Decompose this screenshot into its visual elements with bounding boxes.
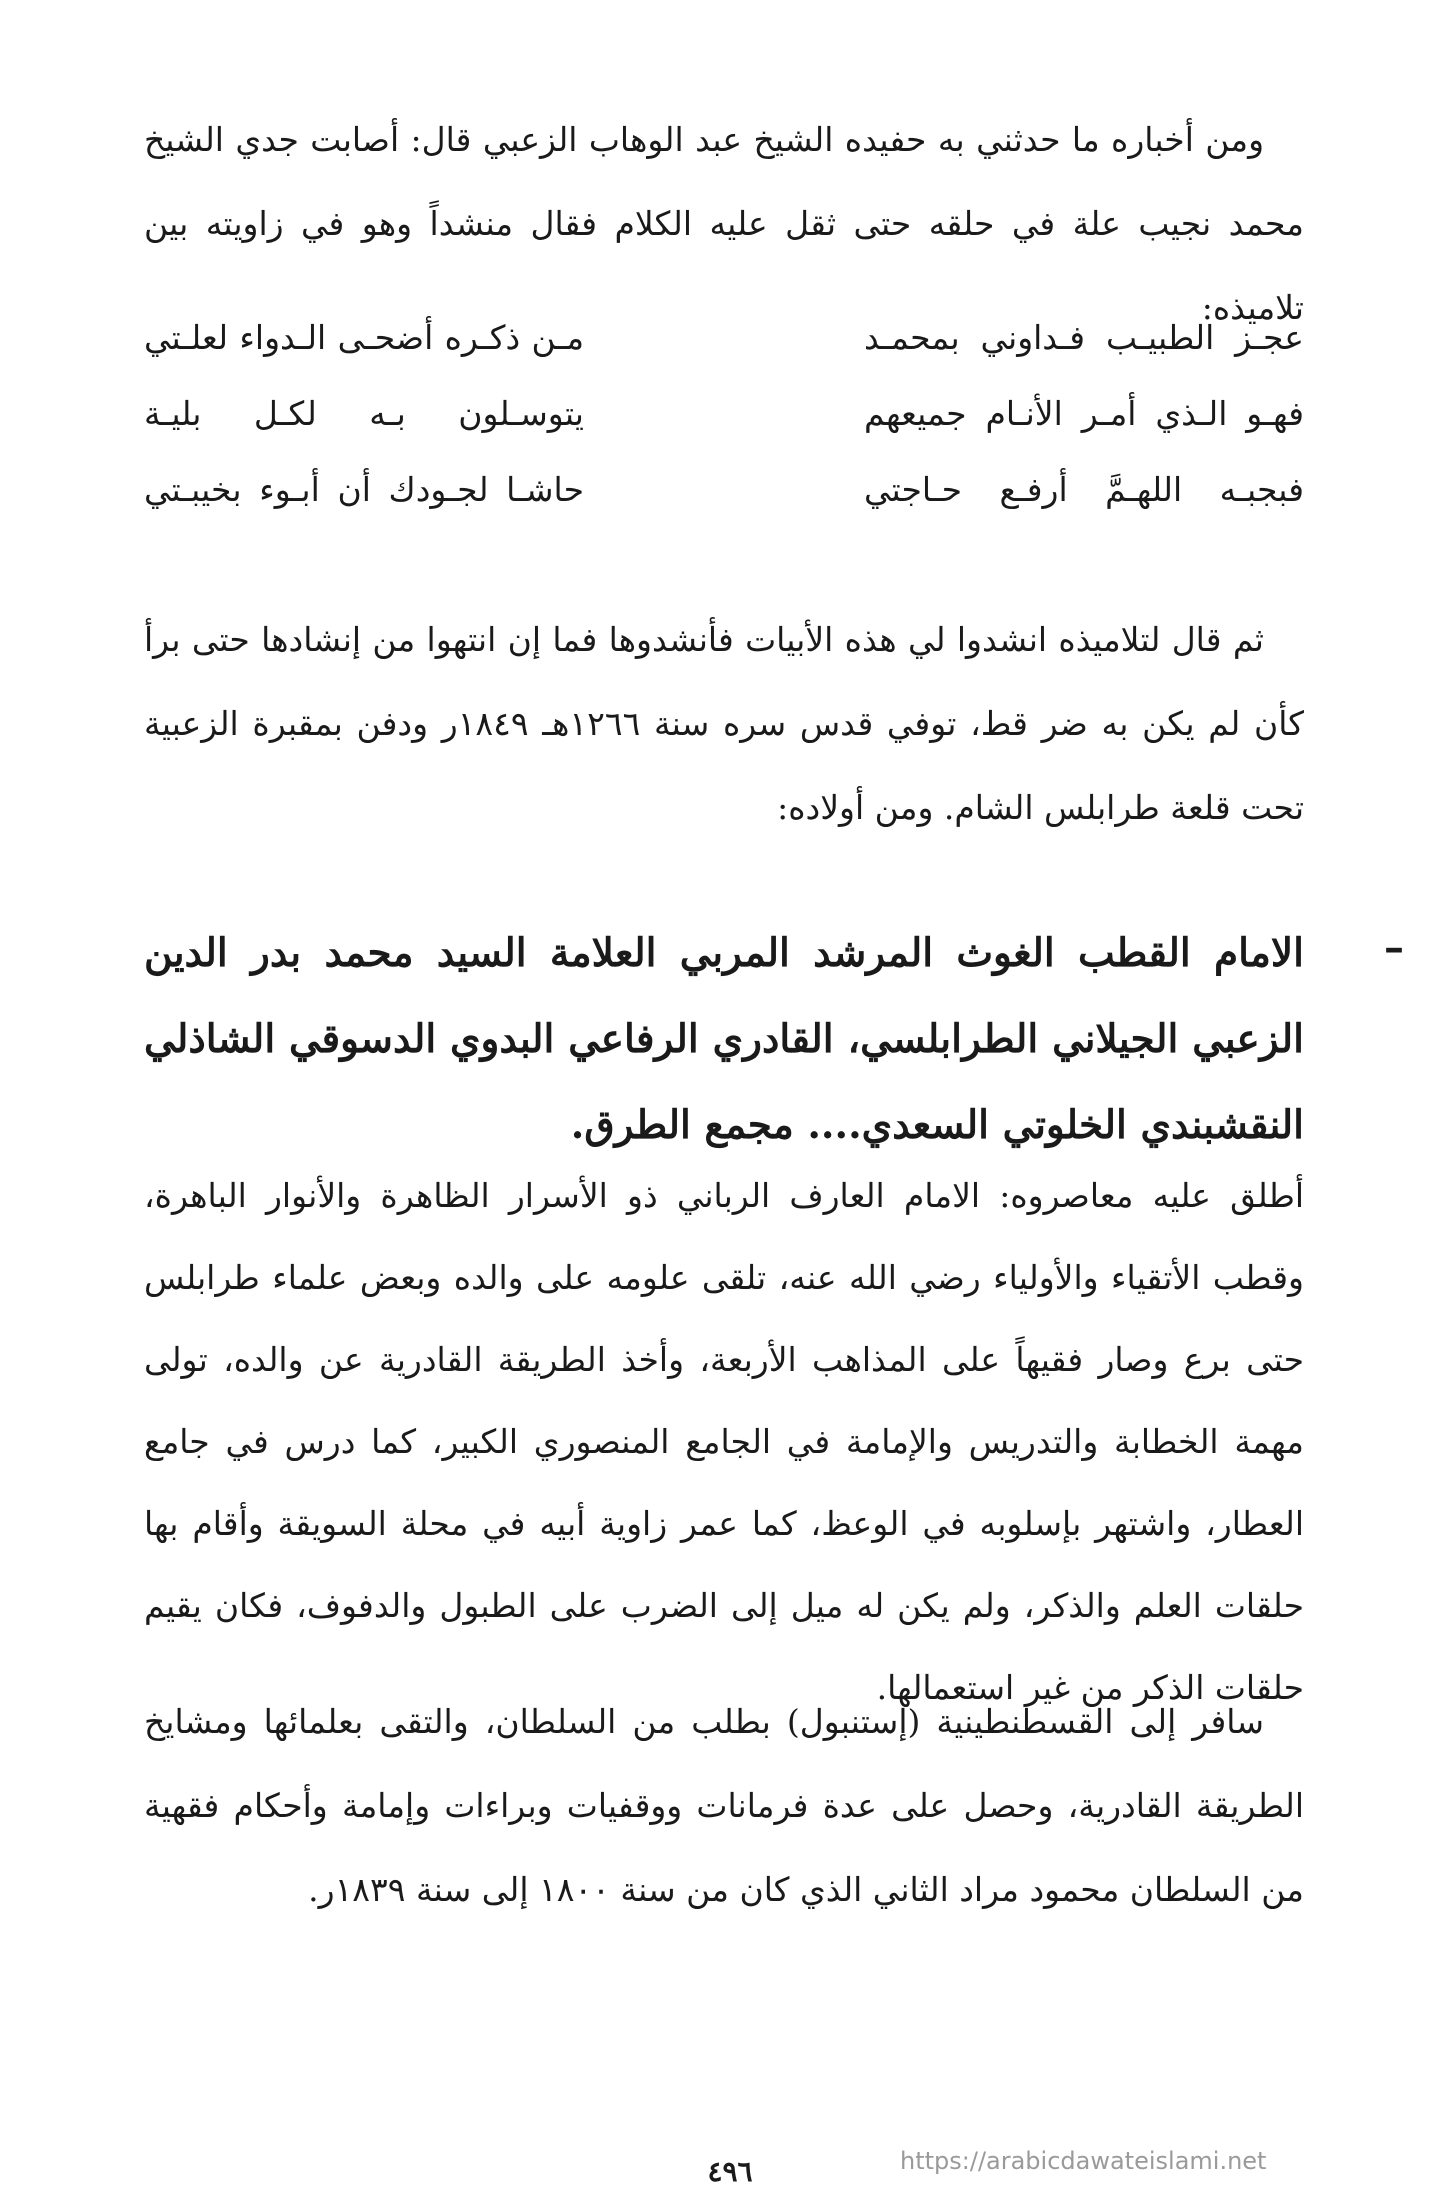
verse-first-hemistich: فبجبـه اللهـمَّ أرفـع حـاجتي [864,470,1304,509]
heading-dash: – [1384,924,1404,971]
verse-second-hemistich: حاشـا لجـودك أن أبـوء بخيبـتي [144,470,584,509]
page-number: ٤٩٦ [707,2155,753,2188]
verse-second-hemistich: يتوسـلون بـه لكـل بليـة [144,394,584,433]
poem-verse [144,452,1304,528]
verse-first-hemistich: عجـز الطبيـب فـداوني بمحمـد [864,318,1304,357]
after-poem-paragraph-text: ثم قال لتلاميذه انشدوا لي هذه الأبيات فأنشدوها فما إن انتهوا من إنشادها حتى برأ كأن لم يكن به ضر قط، توفي قدس سره سنة ١٢٦٦هـ ١٨٤٩ر ودفن بمقبرة الزعبية تحت قلعة طرابلس الشام. ومن أولاده: [144,620,1305,827]
bio-paragraph: أطلق عليه معاصروه: الامام العارف الرباني ذو الأسرار الظاهرة والأنوار الباهرة، وقطب الأتقياء والأولياء رضي الله عنه، تلقى علومه على والده وبعض علماء طرابلس حتى برع وصار فقيهاً على المذاهب الأربعة، وأخذ الطريقة القادرية عن والده، تولى مهمة الخطابة والتدريس والإمامة في الجامع المنصوري الكبير، كما درس في جامع العطار، واشتهر بإسلوبه في الوعظ، كما عمر زاوية أبيه في محلة السويقة وأقام بها حلقات العلم والذكر، ولم يكن له ميل إلى الضرب على الطبول والدفوف، فكان يقيم حلقات الذكر من غير استعمالها. [144,1176,1304,1707]
poem-verse [144,376,1304,452]
after-poem-paragraph [144,598,1304,850]
travel-paragraph [144,1680,1304,1932]
verse-second-hemistich: مـن ذكـره أضحـى الـدواء لعلـتي [144,318,584,357]
section-heading: الامام القطب الغوث المرشد المربي العلامة السيد محمد بدر الدين الزعبي الجيلاني الطرابلسي، القادري الرفاعي البدوي الدسوقي الشاذلي النقشبندي الخلوتي السعدي.... مجمع الطرق. [144,930,1304,1148]
poem [144,300,1304,528]
travel-paragraph-text: سافر إلى القسطنطينية (إستنبول) بطلب من السلطان، والتقى بعلمائها ومشايخ الطريقة القادرية، وحصل على عدة فرمانات ووقفيات وبراءات وإمامة وأحكام فقهية من السلطان محمود مراد الثاني الذي كان من سنة ١٨٠٠ إلى سنة ١٨٣٩ر. [144,1702,1304,1909]
intro-paragraph-text: ومن أخباره ما حدثني به حفيده الشيخ عبد الوهاب الزعبي قال: أصابت جدي الشيخ محمد نجيب علة في حلقه حتى ثقل عليه الكلام فقال منشداً وهو في زاويته بين تلاميذه: [144,120,1304,327]
watermark-url: https://arabicdawateislami.net [900,2147,1267,2175]
poem-verse [144,300,1304,376]
verse-first-hemistich: فهـو الـذي أمـر الأنـام جميعهم [864,394,1304,433]
